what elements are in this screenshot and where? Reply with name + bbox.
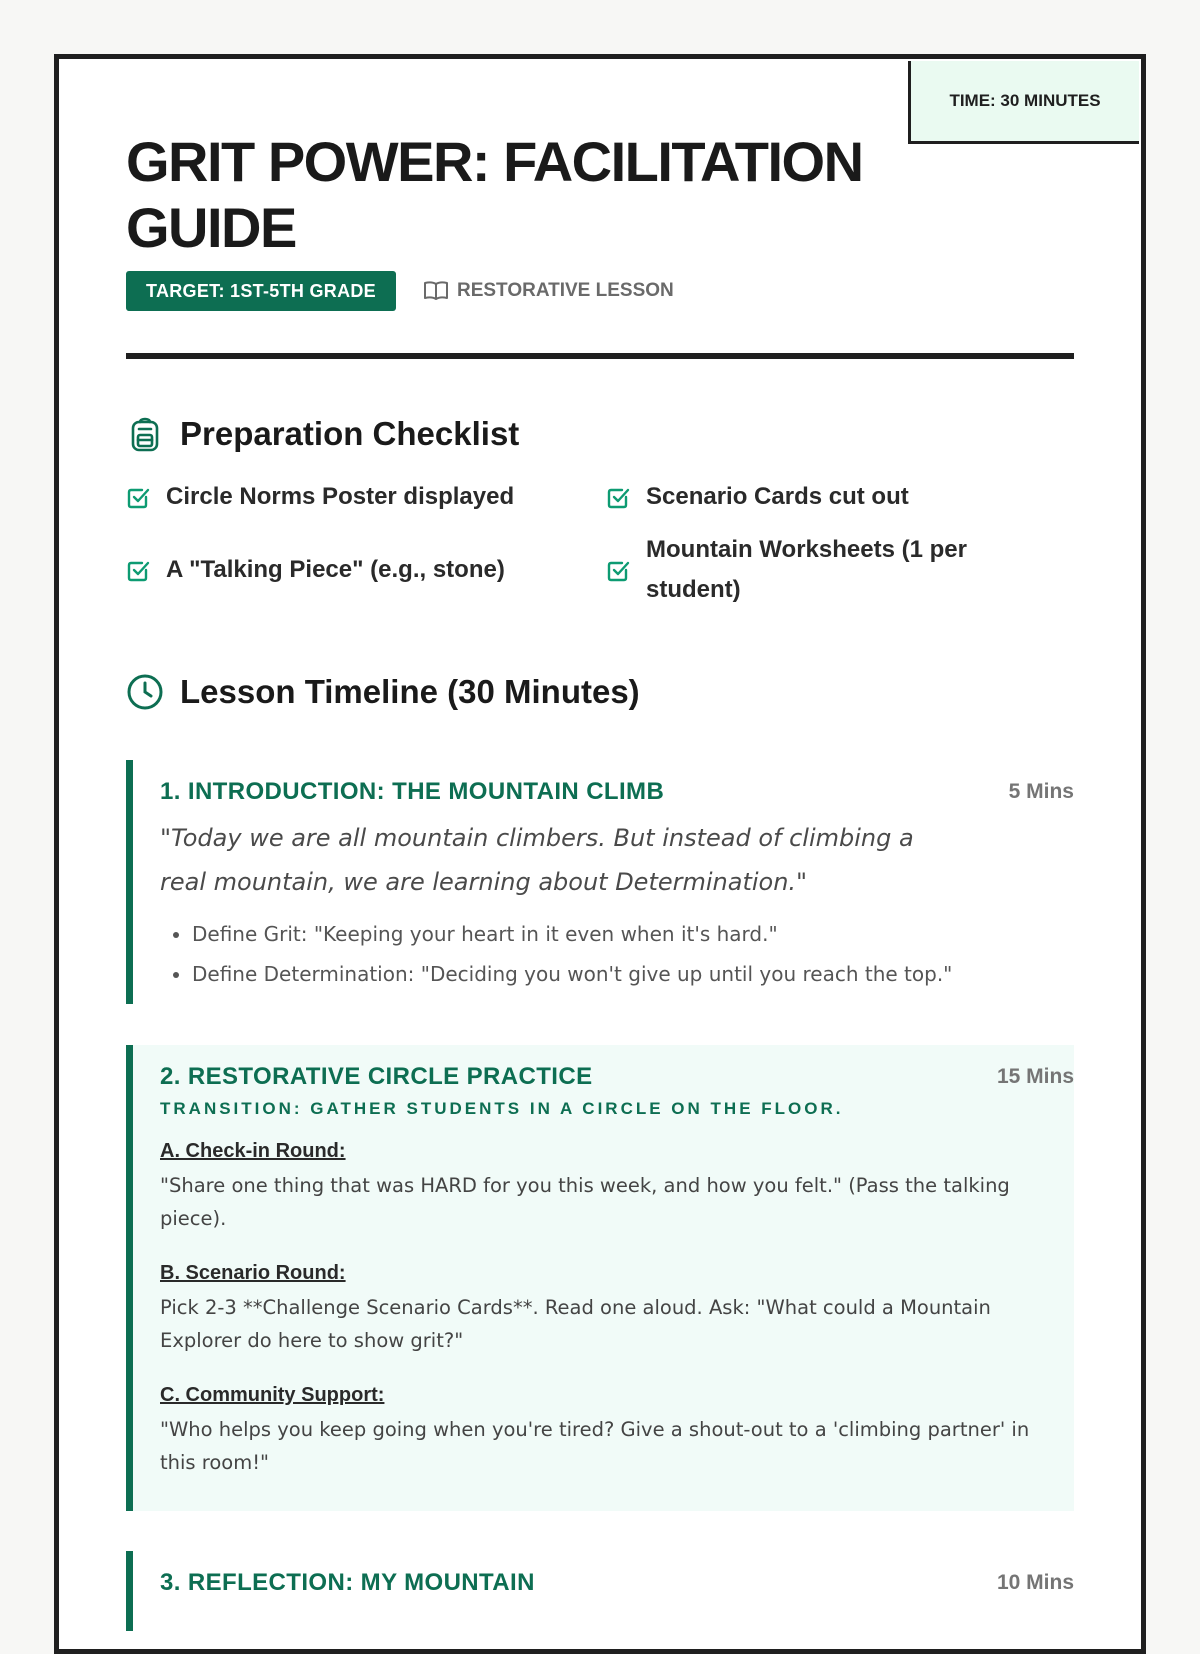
backpack-icon [126,415,164,453]
target-grade-badge: TARGET: 1ST-5TH GRADE [126,271,396,311]
block-header [160,1563,1074,1603]
preparation-title: Preparation Checklist [180,415,520,452]
round-scenario [160,1259,1074,1357]
transition-note: TRANSITION: GATHER STUDENTS IN A CIRCLE ON THE FLOOR. [160,1099,844,1118]
round-label: A. Check-in Round: [160,1140,346,1162]
timeline-title: Lesson Timeline (30 Minutes) [180,673,640,710]
block-duration: 10 Mins [996,1571,1074,1594]
header-divider [126,353,1074,359]
page-content [126,129,1074,1631]
block-title: 1. INTRODUCTION: THE MOUNTAIN CLIMB [160,778,665,805]
round-label: C. Community Support: [160,1384,385,1406]
lesson-type-label: RESTORATIVE LESSON [456,280,674,301]
script-quote: "Today we are all mountain climbers. But instead of climbing a real mountain, we are learning about Determination." [160,824,914,896]
block-title: 3. REFLECTION: MY MOUNTAIN [160,1569,535,1596]
checklist-item[interactable] [606,520,1074,620]
title-row [126,129,1074,261]
round-community-support [160,1381,1074,1479]
clock-icon [126,673,164,711]
checklist-item[interactable] [126,474,606,520]
checkbox-checked-icon [126,558,151,583]
checklist-item-label: Mountain Worksheets (1 per student) [646,536,967,603]
list-item: • Define Determination: "Deciding you won't give up until you reach the top." [192,954,1074,994]
round-label: B. Scenario Round: [160,1262,346,1284]
block-duration: 15 Mins [996,1065,1074,1088]
block-duration: 5 Mins [1008,780,1074,803]
preparation-checklist [126,474,1074,620]
list-item: • Define Grit: "Keeping your heart in it even when it's hard." [192,914,1074,954]
round-text: "Share one thing that was HARD for you this week, and how you felt." (Pass the talking piece). [160,1174,1010,1230]
timeline-heading [126,670,1074,714]
badge-row [126,270,1074,312]
time-badge: TIME: 30 MINUTES [908,61,1139,144]
timeline-block-introduction [126,760,1074,1004]
timeline-block-reflection [126,1551,1074,1631]
facilitation-guide-page [54,54,1146,1654]
checklist-item-label: Circle Norms Poster displayed [166,483,515,510]
round-check-in [160,1137,1074,1235]
book-open-icon [423,279,449,303]
checklist-item[interactable] [126,520,606,620]
round-text: "Who helps you keep going when you're tired? Give a shout-out to a 'climbing partner' in this room!" [160,1418,1030,1474]
block-header [160,772,1074,812]
page-title: GRIT POWER: FACILITATION GUIDE [126,130,863,259]
definition-list [160,914,1074,994]
timeline-block-circle-practice [126,1045,1074,1511]
round-text: Pick 2-3 **Challenge Scenario Cards**. Read one aloud. Ask: "What could a Mountain Explorer do here to show grit?" [160,1296,991,1352]
block-title: 2. RESTORATIVE CIRCLE PRACTICE [160,1063,593,1090]
checkbox-checked-icon [606,558,631,583]
preparation-heading [126,412,1074,456]
lesson-type-badge [423,279,674,303]
checkbox-checked-icon [126,485,151,510]
checklist-item[interactable] [606,474,1074,520]
checklist-item-label: Scenario Cards cut out [646,483,909,510]
checklist-item-label: A "Talking Piece" (e.g., stone) [166,556,505,583]
checkbox-checked-icon [606,485,631,510]
block-header [160,1057,1074,1097]
